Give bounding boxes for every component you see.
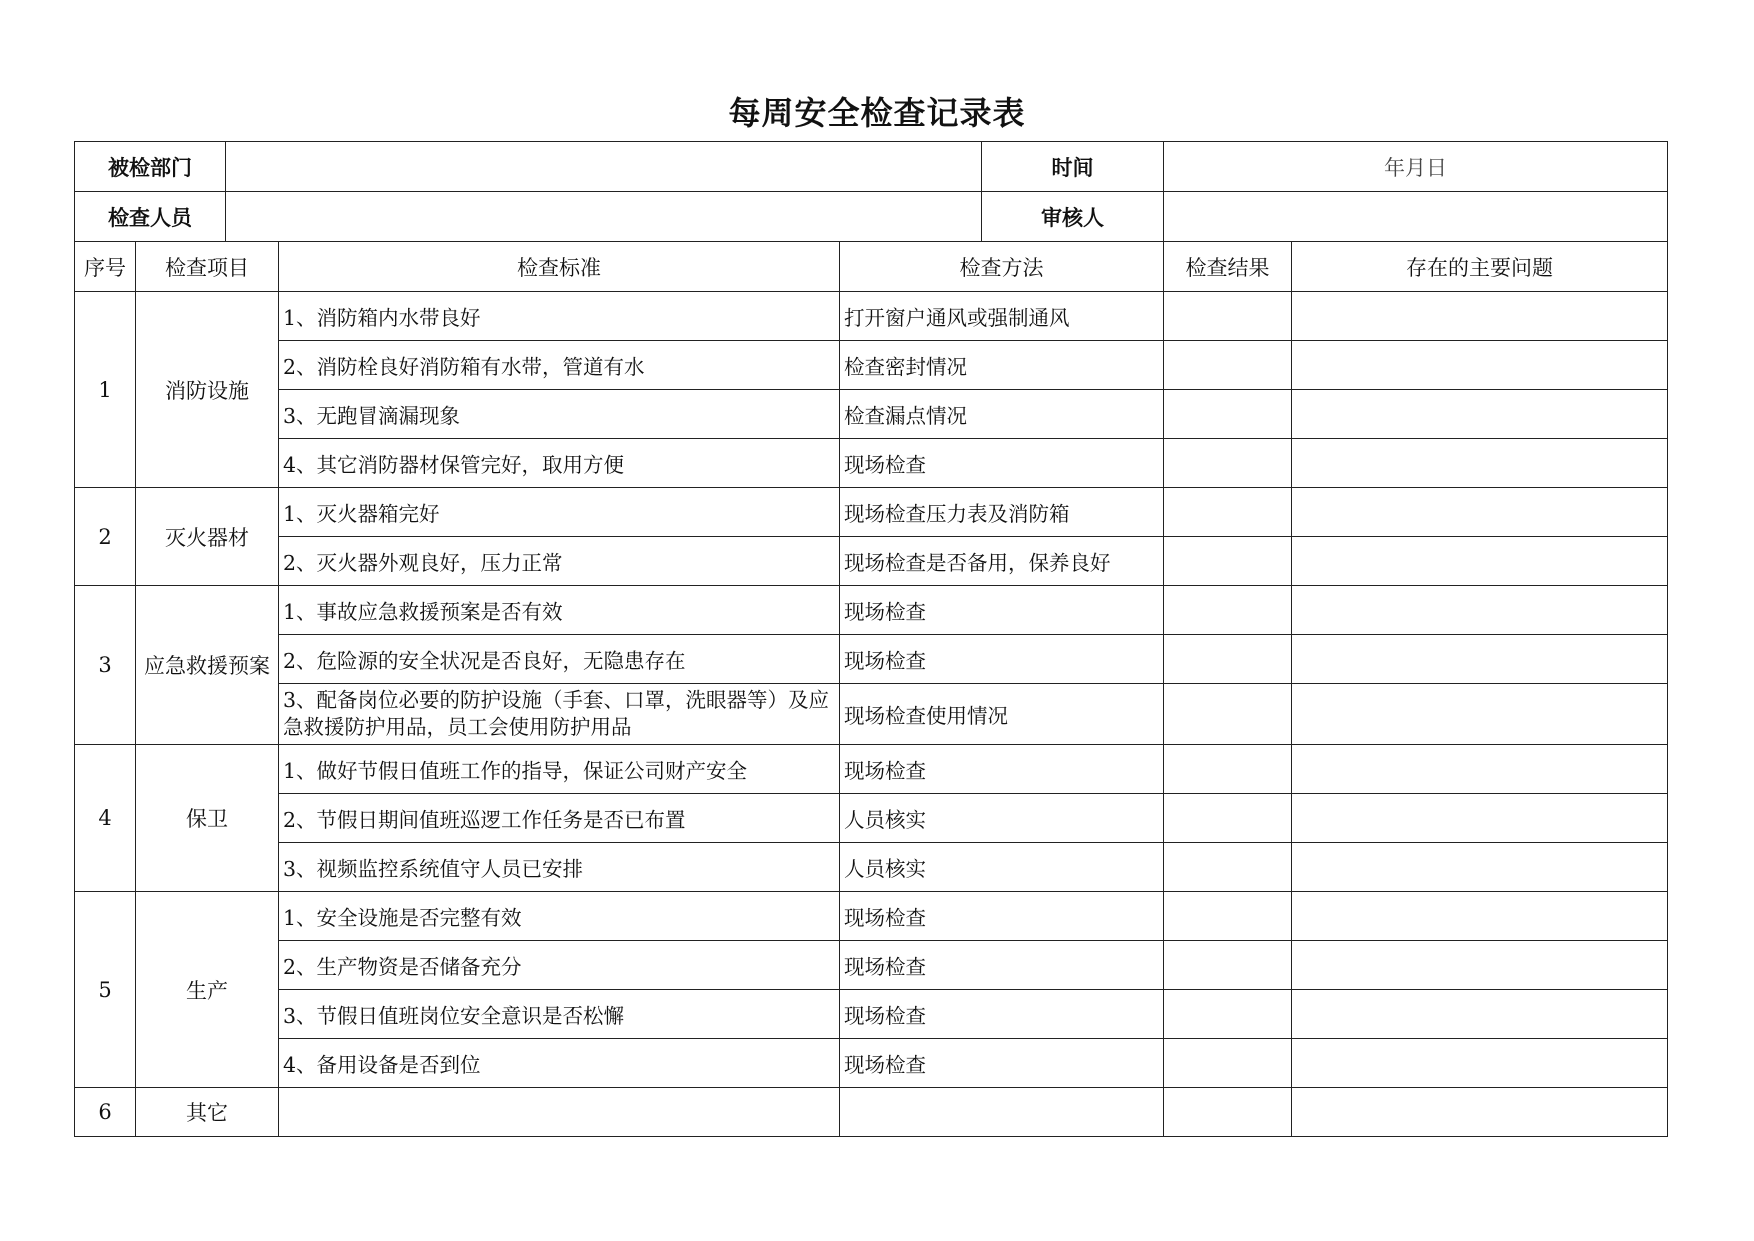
issues-cell[interactable] xyxy=(1292,892,1668,941)
inspection-method xyxy=(840,1088,1164,1137)
time-label: 时间 xyxy=(982,142,1164,192)
inspection-method: 现场检查 xyxy=(840,941,1164,990)
inspection-standard: 2、生产物资是否储备充分 xyxy=(279,941,840,990)
inspection-method: 现场检查 xyxy=(840,439,1164,488)
inspection-item: 生产 xyxy=(136,892,279,1088)
inspection-item: 保卫 xyxy=(136,745,279,892)
table-row xyxy=(75,941,1668,990)
table-row xyxy=(75,537,1668,586)
table-row xyxy=(75,990,1668,1039)
row-number: 4 xyxy=(75,745,136,892)
inspection-method: 现场检查 xyxy=(840,990,1164,1039)
inspection-method: 现场检查 xyxy=(840,635,1164,684)
result-cell[interactable] xyxy=(1164,843,1292,892)
issues-cell[interactable] xyxy=(1292,586,1668,635)
result-cell[interactable] xyxy=(1164,794,1292,843)
inspector-label: 检查人员 xyxy=(75,192,226,242)
inspection-standard: 2、节假日期间值班巡逻工作任务是否已布置 xyxy=(279,794,840,843)
result-cell[interactable] xyxy=(1164,488,1292,537)
dept-label: 被检部门 xyxy=(75,142,226,192)
inspection-method: 现场检查 xyxy=(840,892,1164,941)
result-cell[interactable] xyxy=(1164,292,1292,341)
inspection-method: 人员核实 xyxy=(840,843,1164,892)
inspection-method: 现场检查使用情况 xyxy=(840,684,1164,745)
table-row xyxy=(75,341,1668,390)
row-number: 1 xyxy=(75,292,136,488)
inspection-method: 检查漏点情况 xyxy=(840,390,1164,439)
inspection-method: 现场检查是否备用，保养良好 xyxy=(840,537,1164,586)
result-cell[interactable] xyxy=(1164,586,1292,635)
page-title: 每周安全检查记录表 xyxy=(728,94,1026,132)
issues-cell[interactable] xyxy=(1292,390,1668,439)
table-row xyxy=(75,488,1668,537)
table-row xyxy=(75,586,1668,635)
issues-cell[interactable] xyxy=(1292,341,1668,390)
issues-cell[interactable] xyxy=(1292,684,1668,745)
inspection-standard: 3、节假日值班岗位安全意识是否松懈 xyxy=(279,990,840,1039)
issues-cell[interactable] xyxy=(1292,488,1668,537)
inspection-item: 应急救援预案 xyxy=(136,586,279,745)
inspection-method: 现场检查压力表及消防箱 xyxy=(840,488,1164,537)
issues-cell[interactable] xyxy=(1292,1088,1668,1137)
issues-cell[interactable] xyxy=(1292,941,1668,990)
table-row xyxy=(75,684,1668,745)
table-row xyxy=(75,1039,1668,1088)
inspection-item: 消防设施 xyxy=(136,292,279,488)
issues-cell[interactable] xyxy=(1292,439,1668,488)
result-cell[interactable] xyxy=(1164,341,1292,390)
table-row xyxy=(75,1088,1668,1137)
inspection-standard: 3、配备岗位必要的防护设施（手套、口罩，洗眼器等）及应急救援防护用品，员工会使用防护用品 xyxy=(279,684,840,745)
col-header-result: 检查结果 xyxy=(1164,242,1292,292)
row-number: 3 xyxy=(75,586,136,745)
inspection-standard: 1、灭火器箱完好 xyxy=(279,488,840,537)
inspection-item: 灭火器材 xyxy=(136,488,279,586)
reviewer-field[interactable] xyxy=(1164,192,1668,242)
result-cell[interactable] xyxy=(1164,1039,1292,1088)
inspection-standard: 4、其它消防器材保管完好，取用方便 xyxy=(279,439,840,488)
inspection-standard: 1、消防箱内水带良好 xyxy=(279,292,840,341)
issues-cell[interactable] xyxy=(1292,292,1668,341)
result-cell[interactable] xyxy=(1164,390,1292,439)
row-number: 5 xyxy=(75,892,136,1088)
inspection-standard xyxy=(279,1088,840,1137)
inspection-method: 现场检查 xyxy=(840,586,1164,635)
table-row xyxy=(75,439,1668,488)
inspection-standard: 3、视频监控系统值守人员已安排 xyxy=(279,843,840,892)
result-cell[interactable] xyxy=(1164,439,1292,488)
inspection-table xyxy=(74,141,1668,1137)
result-cell[interactable] xyxy=(1164,941,1292,990)
inspection-item: 其它 xyxy=(136,1088,279,1137)
issues-cell[interactable] xyxy=(1292,537,1668,586)
issues-cell[interactable] xyxy=(1292,990,1668,1039)
time-field[interactable]: 年月日 xyxy=(1164,142,1668,192)
col-header-method: 检查方法 xyxy=(840,242,1164,292)
col-header-item: 检查项目 xyxy=(136,242,279,292)
result-cell[interactable] xyxy=(1164,990,1292,1039)
inspection-standard: 2、危险源的安全状况是否良好，无隐患存在 xyxy=(279,635,840,684)
table-row xyxy=(75,635,1668,684)
inspection-method: 现场检查 xyxy=(840,745,1164,794)
inspection-standard: 3、无跑冒滴漏现象 xyxy=(279,390,840,439)
reviewer-label: 审核人 xyxy=(982,192,1164,242)
issues-cell[interactable] xyxy=(1292,843,1668,892)
header-row-inspector xyxy=(75,192,1668,242)
table-row xyxy=(75,794,1668,843)
issues-cell[interactable] xyxy=(1292,1039,1668,1088)
table-row xyxy=(75,892,1668,941)
header-row-department xyxy=(75,142,1668,192)
table-row xyxy=(75,390,1668,439)
inspection-standard: 1、做好节假日值班工作的指导，保证公司财产安全 xyxy=(279,745,840,794)
inspection-standard: 4、备用设备是否到位 xyxy=(279,1039,840,1088)
result-cell[interactable] xyxy=(1164,635,1292,684)
col-header-standard: 检查标准 xyxy=(279,242,840,292)
table-row xyxy=(75,745,1668,794)
inspection-method: 人员核实 xyxy=(840,794,1164,843)
inspection-standard: 2、消防栓良好消防箱有水带，管道有水 xyxy=(279,341,840,390)
issues-cell[interactable] xyxy=(1292,794,1668,843)
result-cell[interactable] xyxy=(1164,537,1292,586)
result-cell[interactable] xyxy=(1164,1088,1292,1137)
table-row xyxy=(75,292,1668,341)
result-cell[interactable] xyxy=(1164,745,1292,794)
table-row xyxy=(75,843,1668,892)
row-number: 6 xyxy=(75,1088,136,1137)
result-cell[interactable] xyxy=(1164,892,1292,941)
inspection-method: 打开窗户通风或强制通风 xyxy=(840,292,1164,341)
table-body xyxy=(75,142,1668,1137)
issues-cell[interactable] xyxy=(1292,745,1668,794)
row-number: 2 xyxy=(75,488,136,586)
inspector-field[interactable] xyxy=(226,192,982,242)
inspection-method: 现场检查 xyxy=(840,1039,1164,1088)
inspection-method: 检查密封情况 xyxy=(840,341,1164,390)
col-header-no: 序号 xyxy=(75,242,136,292)
issues-cell[interactable] xyxy=(1292,635,1668,684)
inspection-standard: 1、事故应急救援预案是否有效 xyxy=(279,586,840,635)
inspection-standard: 1、安全设施是否完整有效 xyxy=(279,892,840,941)
col-header-issues: 存在的主要问题 xyxy=(1292,242,1668,292)
dept-field[interactable] xyxy=(226,142,982,192)
result-cell[interactable] xyxy=(1164,684,1292,745)
inspection-standard: 2、灭火器外观良好，压力正常 xyxy=(279,537,840,586)
column-header-row xyxy=(75,242,1668,292)
